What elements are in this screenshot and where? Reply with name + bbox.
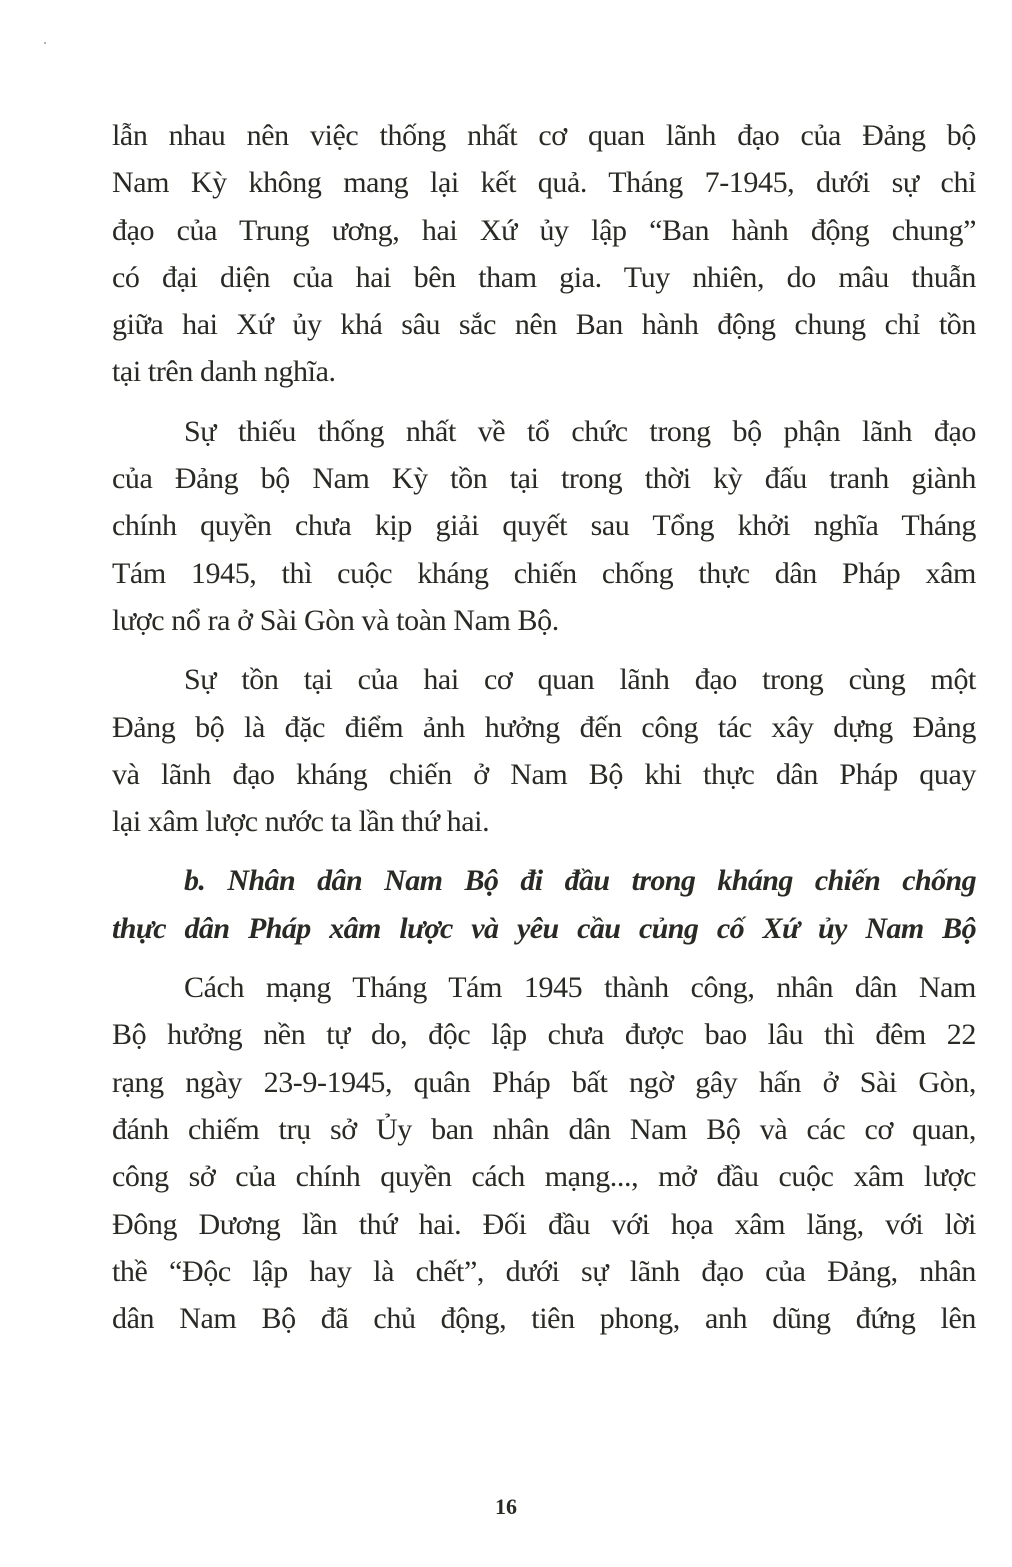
- paragraph-2: [112, 408, 976, 644]
- text-line: có đại diện của hai bên tham gia. Tuy nhiên, do mâu thuẫn: [112, 260, 976, 294]
- paragraph-3: [112, 656, 976, 845]
- page-number: 16: [495, 1494, 517, 1519]
- text-line: Đông Dương lần thứ hai. Đối đầu với họa xâm lăng, với lời: [112, 1207, 976, 1241]
- heading-line: thực dân Pháp xâm lược và yêu cầu củng cố Xứ ủy Nam Bộ: [112, 911, 976, 945]
- heading-line: b. Nhân dân Nam Bộ đi đầu trong kháng chiến chống: [184, 864, 976, 898]
- paragraph-1: [112, 112, 976, 396]
- text-line: Nam Kỳ không mang lại kết quả. Tháng 7-1945, dưới sự chỉ: [112, 166, 976, 200]
- text-line: chính quyền chưa kịp giải quyết sau Tổng khởi nghĩa Tháng: [112, 509, 976, 543]
- text-line: lẫn nhau nên việc thống nhất cơ quan lãnh đạo của Đảng bộ: [112, 119, 976, 152]
- text-line: Sự tồn tại của hai cơ quan lãnh đạo trong cùng một: [184, 663, 976, 697]
- text-line: Sự thiếu thống nhất về tổ chức trong bộ phận lãnh đạo: [184, 414, 976, 448]
- text-line: đánh chiếm trụ sở Ủy ban nhân dân Nam Bộ và các cơ quan,: [112, 1112, 976, 1146]
- text-line: thề “Độc lập hay là chết”, dưới sự lãnh đạo của Đảng, nhân: [112, 1254, 976, 1288]
- text-line: giữa hai Xứ ủy khá sâu sắc nên Ban hành động chung chỉ tồn: [112, 308, 976, 342]
- text-line: lược nổ ra ở Sài Gòn và toàn Nam Bộ.: [112, 603, 559, 637]
- text-line: công sở của chính quyền cách mạng..., mở đầu cuộc xâm lược: [112, 1160, 976, 1194]
- text-line: và lãnh đạo kháng chiến ở Nam Bộ khi thực dân Pháp quay: [112, 757, 976, 791]
- paragraph-4: [112, 964, 976, 1342]
- text-line: tại trên danh nghĩa.: [112, 355, 336, 389]
- text-line: Đảng bộ là đặc điểm ảnh hưởng đến công tác xây dựng Đảng: [112, 710, 976, 744]
- text-line: Cách mạng Tháng Tám 1945 thành công, nhân dân Nam: [184, 971, 976, 1005]
- text-line: Bộ hưởng nền tự do, độc lập chưa được bao lâu thì đêm 22: [112, 1018, 976, 1052]
- text-line: Tám 1945, thì cuộc kháng chiến chống thực dân Pháp xâm: [112, 556, 976, 590]
- text-line: của Đảng bộ Nam Kỳ tồn tại trong thời kỳ đấu tranh giành: [112, 462, 976, 496]
- page-body: [112, 112, 976, 1354]
- text-line: dân Nam Bộ đã chủ động, tiên phong, anh dũng đứng lên: [112, 1302, 976, 1336]
- text-line: đạo của Trung ương, hai Xứ ủy lập “Ban hành động chung”: [112, 213, 976, 247]
- text-line: rạng ngày 23-9-1945, quân Pháp bất ngờ gây hấn ở Sài Gòn,: [112, 1065, 976, 1099]
- text-line: lại xâm lược nước ta lần thứ hai.: [112, 805, 490, 839]
- scan-speck: [44, 42, 46, 44]
- section-heading: [112, 857, 976, 952]
